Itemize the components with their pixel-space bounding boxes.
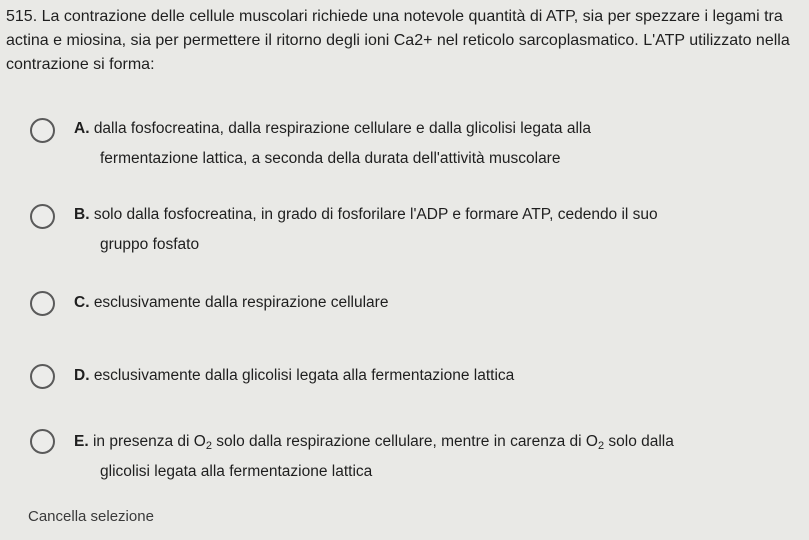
option-c-text xyxy=(74,288,794,318)
option-a-line2: fermentazione lattica, a seconda della durata dell'attività muscolare xyxy=(100,150,561,167)
option-e-text xyxy=(74,427,794,487)
option-b[interactable] xyxy=(0,200,809,262)
option-e-sub2: 2 xyxy=(597,440,605,452)
question-body: La contrazione delle cellule muscolari richiede una notevole quantità di ATP, sia per spezzare i legami tra actina e miosina, sia per permettere il ritorno degli ioni Ca2+ nel reticolo sarcoplasmatico. L'ATP utilizzato nella contrazione si forma: xyxy=(6,8,790,73)
option-e-line2: glicolisi legata alla fermentazione lattica xyxy=(100,463,373,480)
option-b-line1: solo dalla fosfocreatina, in grado di fosforilare l'ADP e formare ATP, cedendo il suo xyxy=(93,206,658,223)
clear-selection-link[interactable]: Cancella selezione xyxy=(28,508,154,525)
option-d-text xyxy=(74,361,794,391)
option-a-line1: dalla fosfocreatina, dalla respirazione cellulare e dalla glicolisi legata alla xyxy=(93,120,591,137)
radio-option-e[interactable] xyxy=(30,429,55,454)
radio-option-c[interactable] xyxy=(30,291,55,316)
option-c-line1: esclusivamente dalla respirazione cellulare xyxy=(93,294,389,311)
question-number: 515. xyxy=(6,8,38,25)
option-b-line2: gruppo fosfato xyxy=(100,236,200,253)
option-d[interactable] xyxy=(0,360,809,392)
option-b-letter: B. xyxy=(74,206,90,223)
option-a-text xyxy=(74,114,794,174)
option-e-part2: solo dalla respirazione cellulare, mentre in carenza di O xyxy=(211,433,598,450)
radio-option-b[interactable] xyxy=(30,204,55,229)
option-a[interactable] xyxy=(0,112,809,174)
option-a-letter: A. xyxy=(74,120,90,137)
radio-option-a[interactable] xyxy=(30,118,55,143)
option-e[interactable] xyxy=(0,425,809,489)
option-e-sub1: 2 xyxy=(205,440,212,452)
option-e-part3: solo dalla xyxy=(604,433,674,450)
option-d-line1: esclusivamente dalla glicolisi legata alla fermentazione lattica xyxy=(93,367,515,384)
option-c[interactable] xyxy=(0,287,809,319)
option-c-letter: C. xyxy=(74,294,90,311)
option-e-part1: in presenza di O xyxy=(92,433,206,450)
radio-option-d[interactable] xyxy=(30,364,55,389)
option-d-letter: D. xyxy=(74,367,90,384)
option-b-text xyxy=(74,200,794,260)
option-e-letter: E. xyxy=(74,433,89,450)
